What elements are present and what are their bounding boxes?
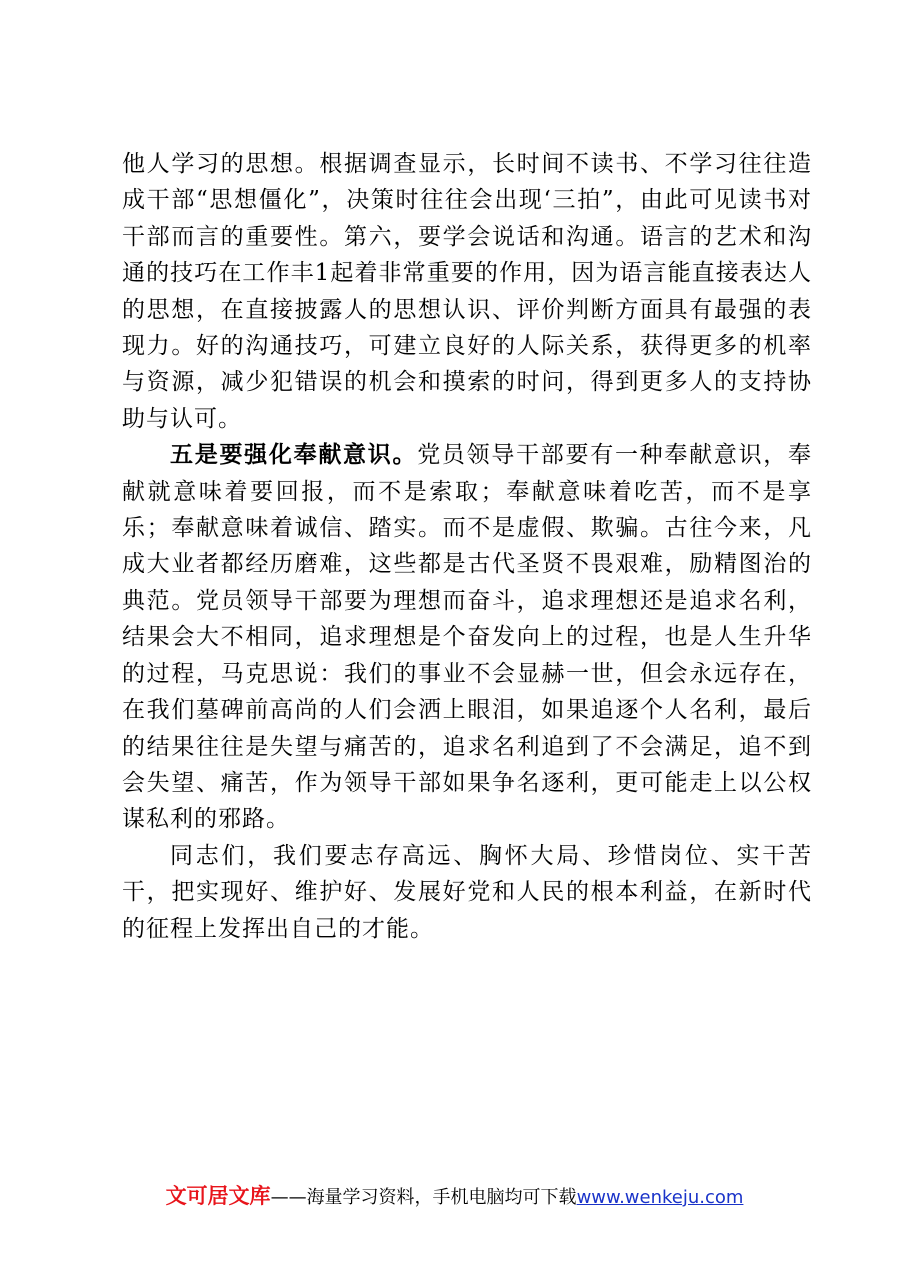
paragraph-dedication-body: 党员领导干部要有一种奉献意识，奉献就意味着要回报，而不是索取；奉献意味着吃苦，而不是享乐；奉献意味着诚信、踏实。而不是虚假、欺骗。古往今来，凡成大业者都经历磨难，这些都是古代圣贤不畏艰难，励精图治的典范。党员领导干部要为理想而奋斗，追求理想还是追求名利，结果会大不相同，追求理想是个奋发向上的过程，也是人生升华的过程，马克思说：我们的事业不会显赫一世，但会永远存在，在我们墓碑前高尚的人们会洒上眼泪，如果追逐个人名利，最后的结果往往是失望与痛苦的，追求名利追到了不会满足，追不到会失望、痛苦，作为领导干部如果争名逐利，更可能走上以公权谋私利的邪路。 <box>122 442 813 833</box>
paragraph-dedication <box>122 437 812 837</box>
footer-brand: 文可居文库 <box>165 1184 271 1208</box>
paragraph-continuation: 他人学习的思想。根据调查显示，长时间不读书、不学习往往造成干部“思想僵化”，决策时往往会出现‘三拍”，由此可见读书对干部而言的重要性。第六，要学会说话和沟通。语言的艺术和沟通的技巧在工作丰1起着非常重要的作用，因为语言能直接表达人的思想，在直接披露人的思想认识、评价判断方面具有最强的表现力。好的沟通技巧，可建立良好的人际关系，获得更多的机率与资源，减少犯错误的机会和摸索的时问，得到更多人的支持协助与认可。 <box>122 151 812 432</box>
footer-site-link[interactable]: www.wenkeju.com <box>576 1187 744 1208</box>
footer-tagline: ——海量学习资料，手机电脑均可下载 <box>270 1187 577 1208</box>
footer-banner <box>0 1183 909 1211</box>
paragraph-closing: 同志们，我们要志存高远、胸怀大局、珍惜岗位、实干苦干，把实现好、维护好、发展好党和人民的根本利益，在新时代的征程上发挥出自己的才能。 <box>122 842 812 942</box>
document-body <box>122 146 812 947</box>
paragraph-lead-heading: 五是要强化奉献意识。 <box>170 441 418 469</box>
